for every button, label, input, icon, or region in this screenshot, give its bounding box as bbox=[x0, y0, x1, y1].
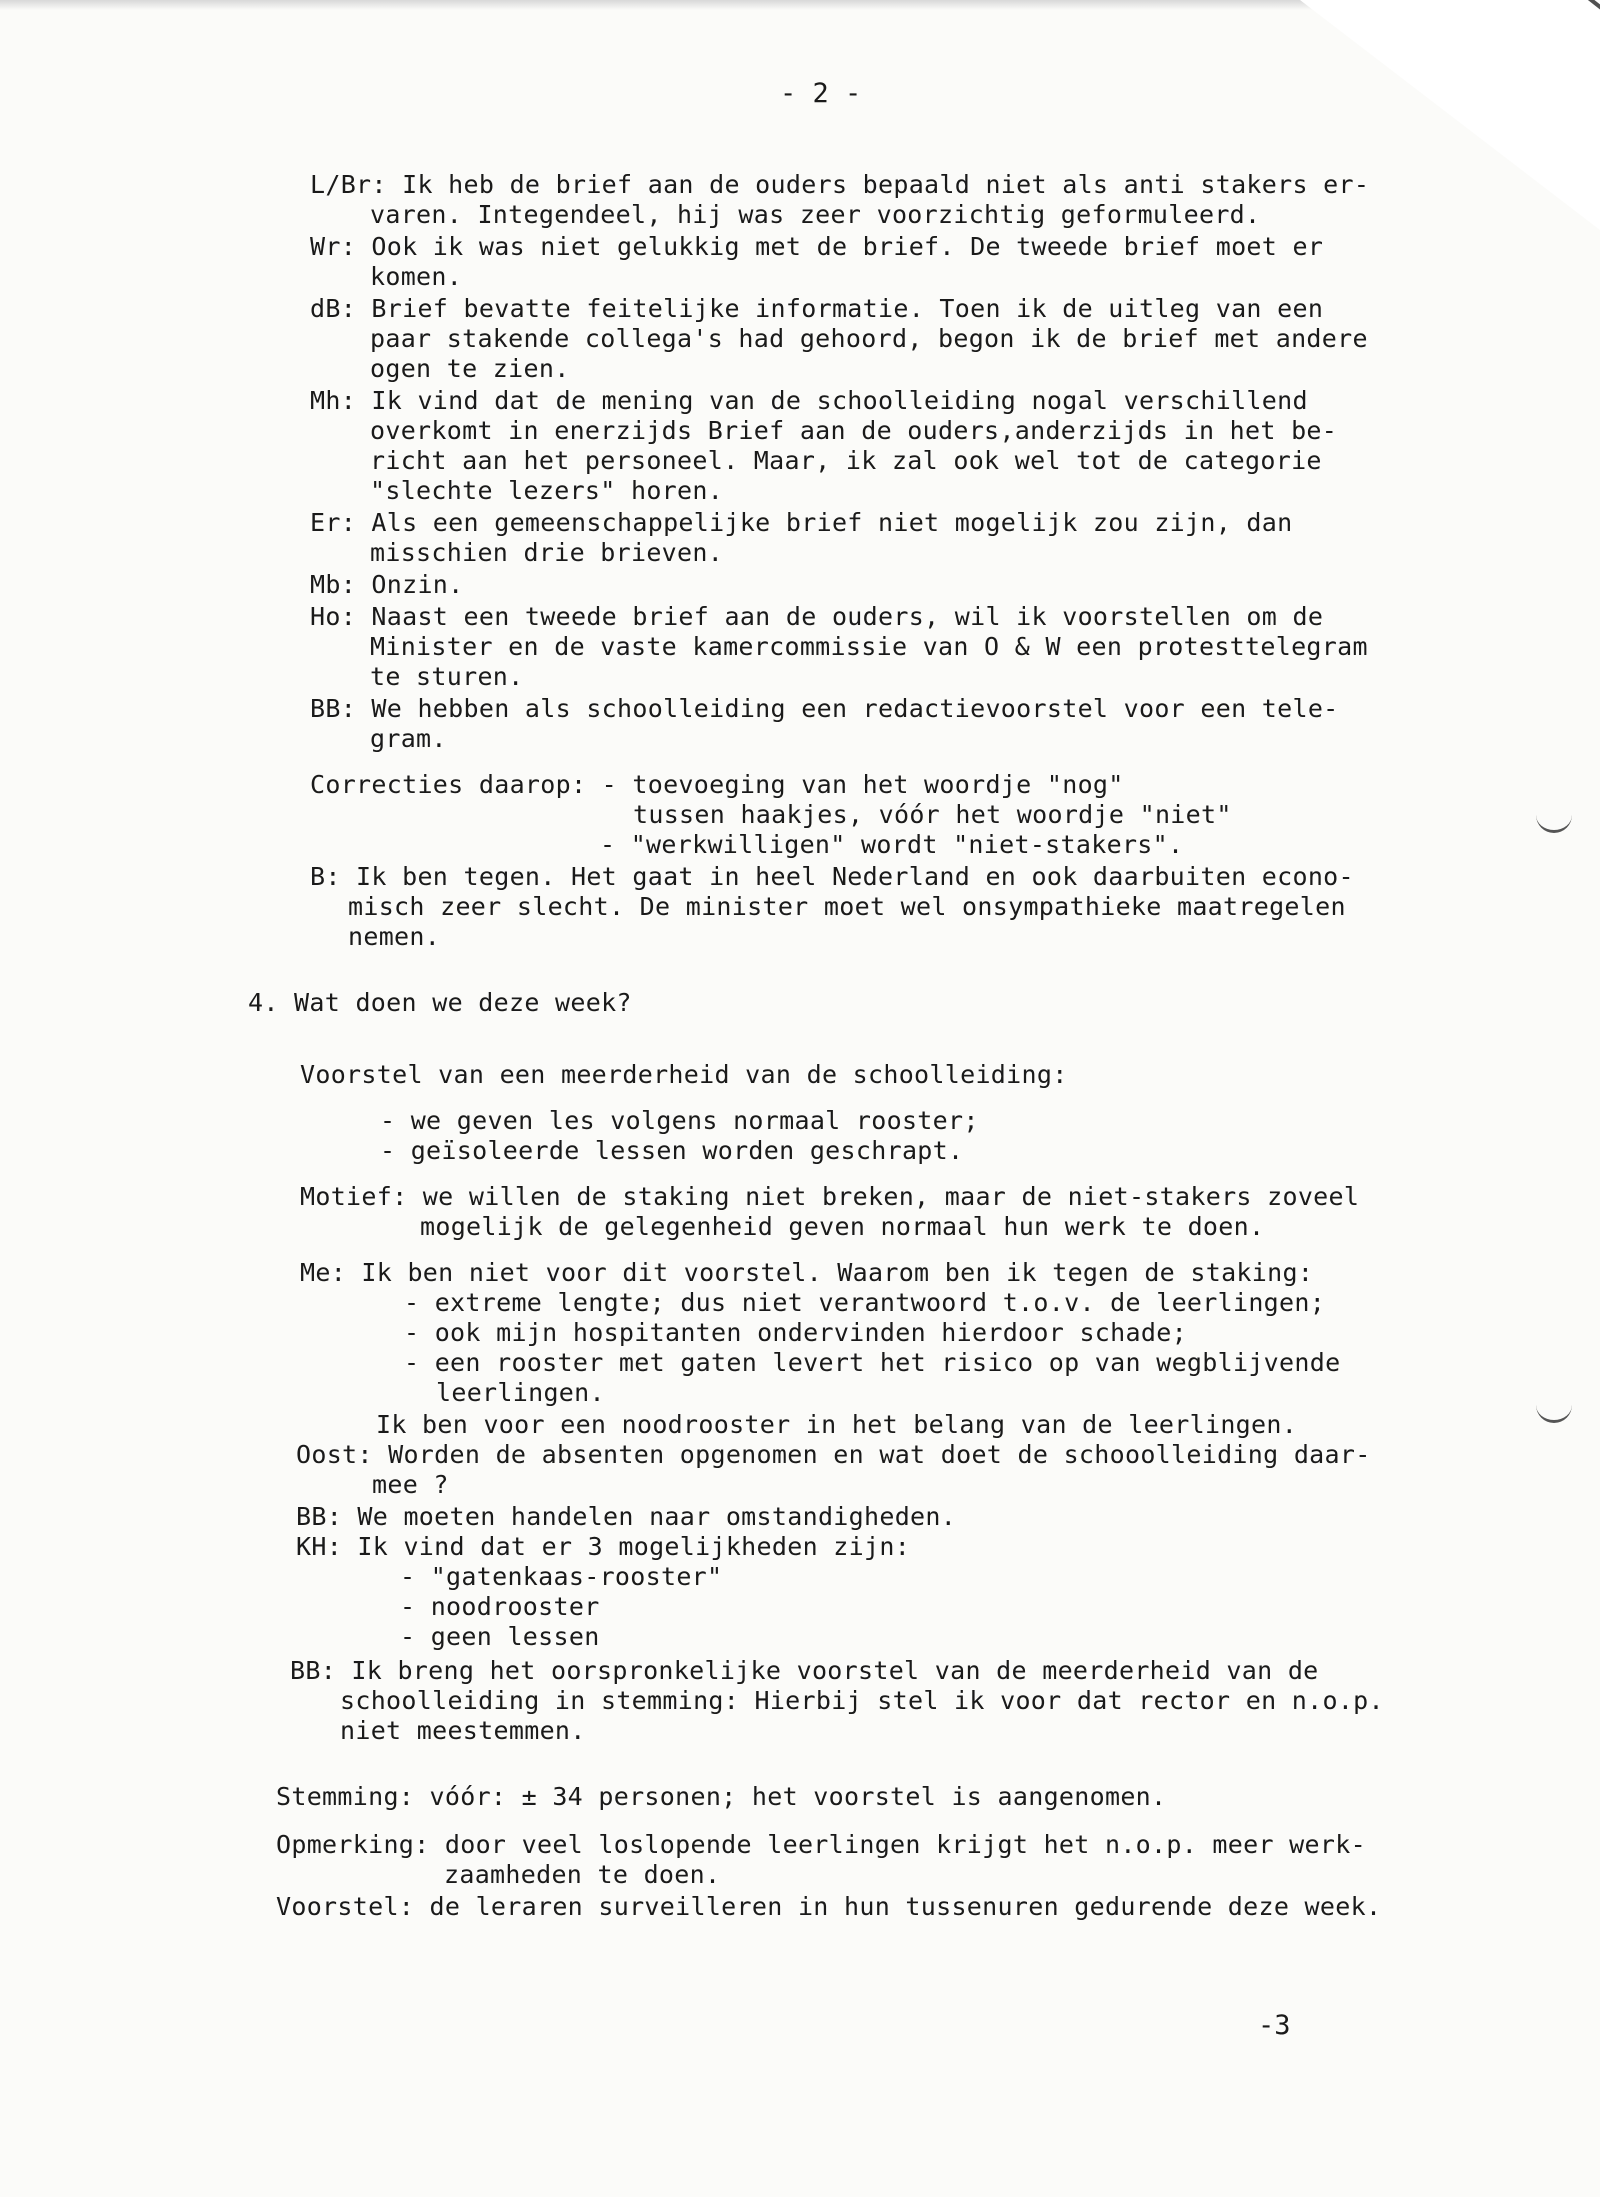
text-line: Oost: Worden de absenten opgenomen en wat doet de schooolleiding daar- bbox=[296, 1440, 1371, 1469]
text-line: Stemming: vóór: ± 34 personen; het voorstel is aangenomen. bbox=[276, 1782, 1167, 1811]
text-line: BB: Ik breng het oorspronkelijke voorstel van de meerderheid van de bbox=[290, 1656, 1319, 1685]
punch-hole-upper bbox=[1536, 808, 1572, 833]
page-number: - 2 - bbox=[780, 78, 862, 109]
text-line: KH: Ik vind dat er 3 mogelijkheden zijn: bbox=[296, 1532, 911, 1561]
text-line: Voorstel van een meerderheid van de schoolleiding: bbox=[300, 1060, 1068, 1089]
text-line: mogelijk de gelegenheid geven normaal hun werk te doen. bbox=[420, 1212, 1265, 1241]
text-line: Voorstel: de leraren surveilleren in hun tussenuren gedurende deze week. bbox=[276, 1892, 1382, 1921]
text-line: niet meestemmen. bbox=[340, 1716, 586, 1745]
text-line: paar stakende collega's had gehoord, begon ik de brief met andere bbox=[370, 324, 1368, 353]
text-line: misch zeer slecht. De minister moet wel onsympathieke maatregelen bbox=[348, 892, 1346, 921]
text-line: - "gatenkaas-rooster" bbox=[400, 1562, 723, 1591]
text-line: komen. bbox=[370, 262, 463, 291]
text-line: - geïsoleerde lessen worden geschrapt. bbox=[380, 1136, 964, 1165]
text-line: Motief: we willen de staking niet breken, maar de niet-stakers zoveel bbox=[300, 1182, 1360, 1211]
text-line: Correcties daarop: - toevoeging van het woordje "nog" bbox=[310, 770, 1124, 799]
text-line: Mh: Ik vind dat de mening van de schoolleiding nogal verschillend bbox=[310, 386, 1308, 415]
text-line: - een rooster met gaten levert het risico op van wegblijvende bbox=[404, 1348, 1341, 1377]
text-line: zaamheden te doen. bbox=[444, 1860, 721, 1889]
text-line: - "werkwilligen" wordt "niet-stakers". bbox=[600, 830, 1184, 859]
text-line: Opmerking: door veel loslopende leerlingen krijgt het n.o.p. meer werk- bbox=[276, 1830, 1366, 1859]
text-line: - geen lessen bbox=[400, 1622, 600, 1651]
text-line: leerlingen. bbox=[436, 1378, 605, 1407]
text-line: - we geven les volgens normaal rooster; bbox=[380, 1106, 979, 1135]
text-line: Mb: Onzin. bbox=[310, 570, 464, 599]
text-line: Wr: Ook ik was niet gelukkig met de brief. De tweede brief moet er bbox=[310, 232, 1324, 261]
text-line: B: Ik ben tegen. Het gaat in heel Nederland en ook daarbuiten econo- bbox=[310, 862, 1354, 891]
text-line: Ik ben voor een noodrooster in het belang van de leerlingen. bbox=[376, 1410, 1298, 1439]
text-line: ogen te zien. bbox=[370, 354, 570, 383]
text-line: schoolleiding in stemming: Hierbij stel ik voor dat rector en n.o.p. bbox=[340, 1686, 1384, 1715]
text-line: varen. Integendeel, hij was zeer voorzichtig geformuleerd. bbox=[370, 200, 1261, 229]
text-line: - noodrooster bbox=[400, 1592, 600, 1621]
text-line: overkomt in enerzijds Brief aan de ouders,anderzijds in het be- bbox=[370, 416, 1338, 445]
text-line: Me: Ik ben niet voor dit voorstel. Waarom ben ik tegen de staking: bbox=[300, 1258, 1314, 1287]
text-line: mee ? bbox=[372, 1470, 449, 1499]
text-line: nemen. bbox=[348, 922, 441, 951]
next-page-marker: -3 bbox=[1258, 2010, 1291, 2041]
punch-hole-lower bbox=[1536, 1398, 1572, 1423]
text-line: Ho: Naast een tweede brief aan de ouders, wil ik voorstellen om de bbox=[310, 602, 1324, 631]
text-line: te sturen. bbox=[370, 662, 524, 691]
text-line: tussen haakjes, vóór het woordje "niet" bbox=[633, 800, 1232, 829]
text-line: Er: Als een gemeenschappelijke brief niet mogelijk zou zijn, dan bbox=[310, 508, 1293, 537]
text-line: - extreme lengte; dus niet verantwoord t.o.v. de leerlingen; bbox=[404, 1288, 1326, 1317]
text-line: Minister en de vaste kamercommissie van O & W een protesttelegram bbox=[370, 632, 1368, 661]
text-line: richt aan het personeel. Maar, ik zal ook wel tot de categorie bbox=[370, 446, 1322, 475]
text-line: dB: Brief bevatte feitelijke informatie. Toen ik de uitleg van een bbox=[310, 294, 1324, 323]
text-line: BB: We moeten handelen naar omstandigheden. bbox=[296, 1502, 957, 1531]
text-line: L/Br: Ik heb de brief aan de ouders bepaald niet als anti stakers er- bbox=[310, 170, 1370, 199]
text-line: BB: We hebben als schoolleiding een redactievoorstel voor een tele- bbox=[310, 694, 1339, 723]
text-line: "slechte lezers" horen. bbox=[370, 476, 724, 505]
text-line: misschien drie brieven. bbox=[370, 538, 724, 567]
text-line: - ook mijn hospitanten ondervinden hierdoor schade; bbox=[404, 1318, 1187, 1347]
text-line: 4. Wat doen we deze week? bbox=[248, 988, 632, 1017]
text-line: gram. bbox=[370, 724, 447, 753]
